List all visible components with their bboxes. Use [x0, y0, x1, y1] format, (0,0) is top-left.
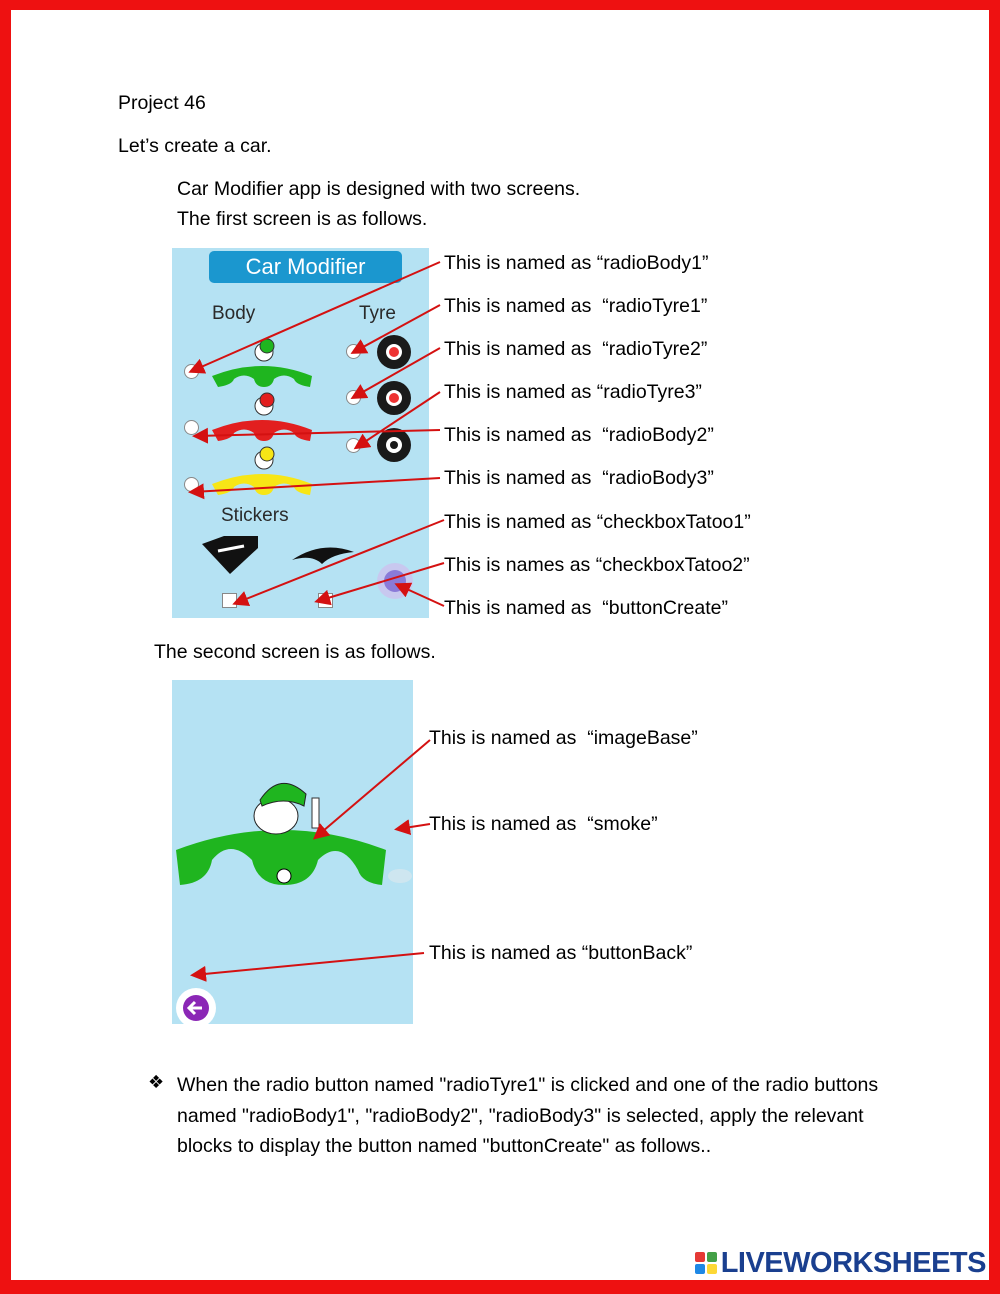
annotation-radio-body-2: This is named as “radioBody2”: [444, 424, 714, 446]
annotation-radio-tyre-2: This is named as “radioTyre2”: [444, 338, 708, 360]
annotation-smoke: This is named as “smoke”: [429, 813, 658, 835]
annotation-checkbox-tatoo-2: This is names as “checkboxTatoo2”: [444, 554, 750, 576]
annotation-checkbox-tatoo-1: This is named as “checkboxTatoo1”: [444, 511, 751, 533]
app-title: Car Modifier: [209, 251, 402, 283]
second-screen-text: The second screen is as follows.: [154, 641, 436, 663]
annotation-radio-body-1: This is named as “radioBody1”: [444, 252, 709, 274]
description-line-2: The first screen is as follows.: [177, 208, 428, 230]
project-title: Project 46: [118, 92, 206, 114]
intro-text: Let’s create a car.: [118, 135, 272, 157]
tyre-label: Tyre: [359, 303, 396, 324]
annotation-radio-tyre-3: This is named as “radioTyre3”: [444, 381, 702, 403]
instruction-paragraph: When the radio button named "radioTyre1" is clicked and one of the radio buttons named "radioBody1", "radioBody2", "radioBody3" is selected, apply the relevant blocks to display the button named "buttonCreate" as follows..: [177, 1074, 879, 1157]
annotation-radio-body-3: This is named as “radioBody3”: [444, 467, 714, 489]
annotation-radio-tyre-1: This is named as “radioTyre1”: [444, 295, 708, 317]
annotation-image-base: This is named as “imageBase”: [429, 727, 698, 749]
bullet-icon: ❖: [148, 1072, 165, 1092]
stickers-label: Stickers: [221, 505, 289, 526]
body-label: Body: [212, 303, 256, 324]
description-line-1: Car Modifier app is designed with two screens.: [177, 178, 581, 200]
logo-text: LIVEWORKSHEETS: [720, 1246, 986, 1279]
annotation-button-create: This is named as “buttonCreate”: [444, 597, 728, 619]
annotation-button-back: This is named as “buttonBack”: [429, 942, 693, 964]
